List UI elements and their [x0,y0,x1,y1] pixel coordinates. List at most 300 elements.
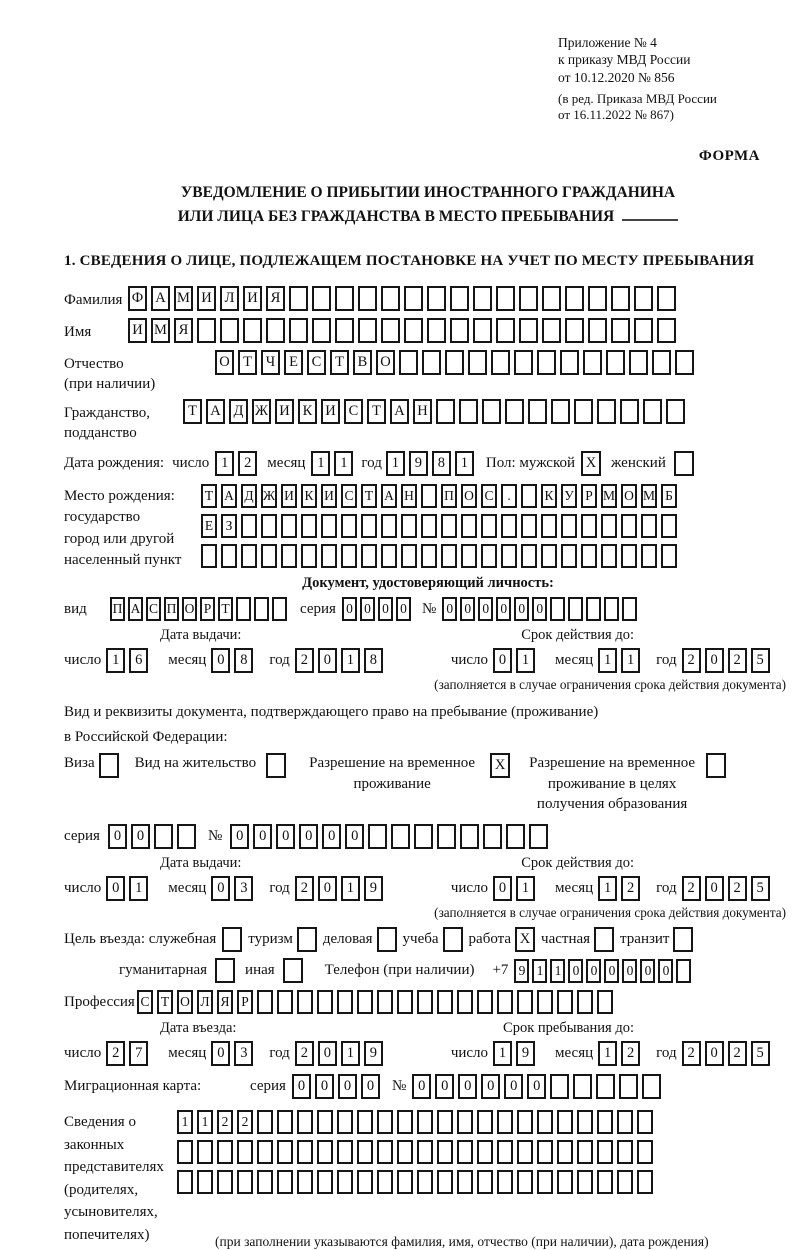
char-box[interactable]: И [321,484,337,508]
char-box[interactable] [417,1170,433,1194]
char-box[interactable] [637,1140,653,1164]
char-box[interactable] [272,597,287,621]
char-box[interactable] [481,514,497,538]
char-box[interactable]: Т [157,990,173,1014]
char-box[interactable] [321,514,337,538]
char-box[interactable] [497,1170,513,1194]
char-box[interactable] [361,514,377,538]
char-box[interactable]: 0 [318,1041,337,1066]
char-box[interactable]: 8 [364,648,383,673]
char-box[interactable] [637,1110,653,1134]
char-box[interactable]: 0 [705,876,724,901]
char-box[interactable] [537,990,553,1014]
char-box[interactable] [361,544,377,568]
purpose-other-checkbox[interactable] [283,958,303,983]
char-box[interactable]: Н [401,484,417,508]
char-box[interactable]: 0 [211,876,230,901]
char-box[interactable] [477,990,493,1014]
char-box[interactable] [257,1110,273,1134]
char-box[interactable] [377,990,393,1014]
char-box[interactable] [301,544,317,568]
char-box[interactable] [377,1110,393,1134]
char-box[interactable] [501,544,517,568]
char-box[interactable]: 1 [341,876,360,901]
purpose-transit-checkbox[interactable] [673,927,693,952]
char-box[interactable] [621,544,637,568]
char-box[interactable]: 2 [238,451,257,476]
char-box[interactable] [381,544,397,568]
char-box[interactable]: 1 [341,1041,360,1066]
char-box[interactable] [537,350,556,375]
char-box[interactable] [437,1170,453,1194]
char-box[interactable] [505,399,524,424]
char-box[interactable]: 2 [682,648,701,673]
char-box[interactable]: 1 [455,451,474,476]
char-box[interactable]: П [110,597,125,621]
char-box[interactable] [588,318,607,343]
char-box[interactable]: 0 [481,1074,500,1099]
char-box[interactable] [237,1170,253,1194]
char-box[interactable] [257,1170,273,1194]
purpose-private-checkbox[interactable] [594,927,614,952]
char-box[interactable]: 0 [504,1074,523,1099]
char-box[interactable]: 0 [532,597,547,621]
char-box[interactable]: 2 [728,648,747,673]
char-box[interactable]: В [353,350,372,375]
char-box[interactable]: А [206,399,225,424]
char-box[interactable] [445,350,464,375]
char-box[interactable] [399,350,418,375]
char-box[interactable] [573,1074,592,1099]
char-box[interactable] [521,544,537,568]
char-box[interactable] [357,1170,373,1194]
char-box[interactable]: О [182,597,197,621]
char-box[interactable] [301,514,317,538]
char-box[interactable] [397,1110,413,1134]
char-box[interactable] [477,1170,493,1194]
char-box[interactable]: Л [197,990,213,1014]
char-box[interactable] [604,597,619,621]
char-box[interactable] [437,990,453,1014]
char-box[interactable] [514,350,533,375]
char-box[interactable] [461,514,477,538]
char-box[interactable] [521,484,537,508]
sex-female-checkbox[interactable] [674,451,694,476]
char-box[interactable]: 0 [458,1074,477,1099]
char-box[interactable] [517,1140,533,1164]
residence-permit-checkbox[interactable] [266,753,286,778]
char-box[interactable] [177,1170,193,1194]
char-box[interactable] [557,1170,573,1194]
char-box[interactable] [381,318,400,343]
char-box[interactable]: 0 [442,597,457,621]
char-box[interactable]: 1 [493,1041,512,1066]
char-box[interactable] [577,1110,593,1134]
char-box[interactable]: М [601,484,617,508]
char-box[interactable] [597,1140,613,1164]
char-box[interactable]: 0 [378,597,393,621]
char-box[interactable]: Т [183,399,202,424]
char-box[interactable] [565,318,584,343]
char-box[interactable]: 0 [493,876,512,901]
char-box[interactable]: 0 [342,597,357,621]
char-box[interactable]: 1 [197,1110,213,1134]
char-box[interactable]: 0 [658,959,673,983]
char-box[interactable]: Я [217,990,233,1014]
char-box[interactable] [483,824,502,849]
char-box[interactable] [460,824,479,849]
char-box[interactable]: 2 [295,1041,314,1066]
char-box[interactable] [473,318,492,343]
char-box[interactable] [450,286,469,311]
char-box[interactable] [601,544,617,568]
char-box[interactable]: А [221,484,237,508]
char-box[interactable]: 2 [106,1041,125,1066]
char-box[interactable]: 0 [705,648,724,673]
char-box[interactable] [457,990,473,1014]
purpose-business-checkbox[interactable] [222,927,242,952]
purpose-study-checkbox[interactable] [443,927,463,952]
char-box[interactable] [337,1170,353,1194]
char-box[interactable]: 0 [496,597,511,621]
char-box[interactable] [468,350,487,375]
char-box[interactable]: Е [284,350,303,375]
char-box[interactable] [477,1110,493,1134]
char-box[interactable] [482,399,501,424]
char-box[interactable] [237,1140,253,1164]
char-box[interactable]: 2 [295,876,314,901]
char-box[interactable]: 0 [568,959,583,983]
char-box[interactable]: И [281,484,297,508]
char-box[interactable] [277,1170,293,1194]
char-box[interactable] [277,1110,293,1134]
char-box[interactable] [177,1140,193,1164]
char-box[interactable]: 0 [131,824,150,849]
char-box[interactable] [560,350,579,375]
char-box[interactable]: 0 [322,824,341,849]
char-box[interactable] [457,1170,473,1194]
char-box[interactable] [461,544,477,568]
char-box[interactable]: С [341,484,357,508]
char-box[interactable]: А [381,484,397,508]
char-box[interactable] [637,1170,653,1194]
char-box[interactable] [666,399,685,424]
char-box[interactable]: 2 [682,876,701,901]
char-box[interactable] [620,399,639,424]
char-box[interactable] [565,286,584,311]
char-box[interactable]: 2 [217,1110,233,1134]
char-box[interactable]: И [197,286,216,311]
char-box[interactable] [335,286,354,311]
char-box[interactable]: 0 [460,597,475,621]
char-box[interactable] [550,597,565,621]
char-box[interactable] [277,990,293,1014]
char-box[interactable]: 0 [345,824,364,849]
char-box[interactable]: 8 [234,648,253,673]
char-box[interactable]: 0 [292,1074,311,1099]
char-box[interactable] [417,1140,433,1164]
char-box[interactable]: А [151,286,170,311]
char-box[interactable]: П [441,484,457,508]
char-box[interactable]: Р [581,484,597,508]
char-box[interactable] [473,286,492,311]
char-box[interactable]: Л [220,286,239,311]
char-box[interactable] [506,824,525,849]
char-box[interactable] [422,350,441,375]
char-box[interactable] [427,318,446,343]
char-box[interactable] [281,514,297,538]
char-box[interactable] [622,597,637,621]
purpose-tourism-checkbox[interactable] [297,927,317,952]
char-box[interactable]: С [137,990,153,1014]
char-box[interactable]: 1 [106,648,125,673]
char-box[interactable]: 0 [253,824,272,849]
char-box[interactable]: 9 [364,1041,383,1066]
char-box[interactable] [377,1140,393,1164]
char-box[interactable]: 0 [586,959,601,983]
char-box[interactable] [517,990,533,1014]
char-box[interactable] [241,514,257,538]
char-box[interactable] [254,597,269,621]
char-box[interactable]: 2 [621,1041,640,1066]
char-box[interactable] [621,514,637,538]
char-box[interactable] [568,597,583,621]
char-box[interactable] [289,286,308,311]
char-box[interactable] [629,350,648,375]
char-box[interactable]: 0 [106,876,125,901]
purpose-delovaya-checkbox[interactable] [377,927,397,952]
char-box[interactable]: 2 [728,1041,747,1066]
char-box[interactable]: Д [229,399,248,424]
char-box[interactable] [421,484,437,508]
char-box[interactable] [437,1110,453,1134]
char-box[interactable]: О [215,350,234,375]
char-box[interactable] [550,1074,569,1099]
char-box[interactable] [317,1110,333,1134]
char-box[interactable] [391,824,410,849]
char-box[interactable] [497,1140,513,1164]
char-box[interactable] [197,318,216,343]
char-box[interactable] [657,318,676,343]
char-box[interactable] [297,1170,313,1194]
char-box[interactable]: Ж [261,484,277,508]
char-box[interactable] [675,350,694,375]
char-box[interactable] [676,959,691,983]
char-box[interactable]: 9 [516,1041,535,1066]
char-box[interactable] [561,514,577,538]
char-box[interactable] [450,318,469,343]
char-box[interactable] [357,1140,373,1164]
char-box[interactable]: 0 [361,1074,380,1099]
char-box[interactable] [501,514,517,538]
char-box[interactable] [421,514,437,538]
char-box[interactable] [597,399,616,424]
char-box[interactable] [619,1074,638,1099]
char-box[interactable] [337,1110,353,1134]
char-box[interactable] [437,824,456,849]
char-box[interactable] [441,514,457,538]
char-box[interactable] [581,514,597,538]
char-box[interactable] [641,514,657,538]
char-box[interactable] [289,318,308,343]
char-box[interactable]: Р [237,990,253,1014]
char-box[interactable] [381,514,397,538]
char-box[interactable] [557,1110,573,1134]
char-box[interactable]: 0 [211,1041,230,1066]
char-box[interactable] [341,544,357,568]
char-box[interactable] [414,824,433,849]
char-box[interactable]: И [243,286,262,311]
char-box[interactable]: 1 [598,876,617,901]
char-box[interactable]: . [501,484,517,508]
char-box[interactable] [368,824,387,849]
char-box[interactable]: С [481,484,497,508]
purpose-humanitarian-checkbox[interactable] [215,958,235,983]
char-box[interactable] [417,1110,433,1134]
char-box[interactable]: 1 [311,451,330,476]
char-box[interactable] [459,399,478,424]
char-box[interactable] [657,286,676,311]
char-box[interactable]: К [541,484,557,508]
char-box[interactable]: 9 [409,451,428,476]
char-box[interactable] [497,990,513,1014]
char-box[interactable]: 0 [211,648,230,673]
char-box[interactable] [634,318,653,343]
char-box[interactable] [577,1140,593,1164]
visa-checkbox[interactable] [99,753,119,778]
char-box[interactable]: 5 [751,648,770,673]
char-box[interactable]: 0 [435,1074,454,1099]
char-box[interactable]: 1 [341,648,360,673]
char-box[interactable] [519,318,538,343]
char-box[interactable] [337,1140,353,1164]
char-box[interactable] [634,286,653,311]
char-box[interactable] [241,544,257,568]
char-box[interactable]: О [461,484,477,508]
char-box[interactable]: 0 [493,648,512,673]
char-box[interactable]: 2 [728,876,747,901]
char-box[interactable] [317,990,333,1014]
char-box[interactable] [577,1170,593,1194]
char-box[interactable]: М [151,318,170,343]
char-box[interactable]: 1 [334,451,353,476]
char-box[interactable]: 0 [478,597,493,621]
char-box[interactable]: У [561,484,577,508]
char-box[interactable]: Т [367,399,386,424]
char-box[interactable] [597,1170,613,1194]
char-box[interactable] [661,544,677,568]
char-box[interactable] [551,399,570,424]
char-box[interactable] [652,350,671,375]
char-box[interactable] [397,1140,413,1164]
char-box[interactable] [611,286,630,311]
char-box[interactable]: Н [413,399,432,424]
char-box[interactable]: Т [330,350,349,375]
char-box[interactable] [427,286,446,311]
char-box[interactable] [401,514,417,538]
char-box[interactable]: 3 [234,1041,253,1066]
char-box[interactable]: З [221,514,237,538]
char-box[interactable] [312,286,331,311]
char-box[interactable]: 0 [338,1074,357,1099]
char-box[interactable] [441,544,457,568]
char-box[interactable] [586,597,601,621]
char-box[interactable] [557,990,573,1014]
char-box[interactable]: 7 [129,1041,148,1066]
char-box[interactable] [281,544,297,568]
char-box[interactable]: О [177,990,193,1014]
char-box[interactable]: 1 [598,648,617,673]
char-box[interactable]: Б [661,484,677,508]
char-box[interactable] [277,1140,293,1164]
char-box[interactable] [537,1170,553,1194]
char-box[interactable] [496,286,515,311]
char-box[interactable]: 0 [527,1074,546,1099]
char-box[interactable] [519,286,538,311]
char-box[interactable] [517,1170,533,1194]
char-box[interactable] [377,1170,393,1194]
char-box[interactable]: 6 [129,648,148,673]
char-box[interactable] [457,1140,473,1164]
char-box[interactable] [596,1074,615,1099]
char-box[interactable] [312,318,331,343]
char-box[interactable]: 1 [598,1041,617,1066]
char-box[interactable] [197,1170,213,1194]
char-box[interactable]: 5 [751,1041,770,1066]
char-box[interactable]: 1 [386,451,405,476]
char-box[interactable]: 2 [237,1110,253,1134]
char-box[interactable] [496,318,515,343]
char-box[interactable] [436,399,455,424]
char-box[interactable] [358,286,377,311]
char-box[interactable] [404,286,423,311]
char-box[interactable] [617,1110,633,1134]
char-box[interactable]: 0 [412,1074,431,1099]
char-box[interactable]: 1 [516,876,535,901]
purpose-work-checkbox[interactable]: X [515,927,535,952]
char-box[interactable] [297,990,313,1014]
char-box[interactable]: Т [361,484,377,508]
char-box[interactable]: 0 [299,824,318,849]
sex-male-checkbox[interactable]: X [581,451,601,476]
char-box[interactable] [537,1140,553,1164]
char-box[interactable]: 1 [550,959,565,983]
char-box[interactable]: С [344,399,363,424]
char-box[interactable] [491,350,510,375]
char-box[interactable]: О [621,484,637,508]
char-box[interactable] [528,399,547,424]
char-box[interactable] [397,1170,413,1194]
char-box[interactable] [317,1170,333,1194]
char-box[interactable] [317,1140,333,1164]
char-box[interactable]: 0 [622,959,637,983]
char-box[interactable] [597,1110,613,1134]
char-box[interactable] [266,318,285,343]
char-box[interactable] [358,318,377,343]
char-box[interactable] [497,1110,513,1134]
char-box[interactable]: М [174,286,193,311]
char-box[interactable]: И [275,399,294,424]
char-box[interactable]: Ж [252,399,271,424]
char-box[interactable] [257,990,273,1014]
char-box[interactable] [421,544,437,568]
char-box[interactable]: 3 [234,876,253,901]
char-box[interactable] [557,1140,573,1164]
char-box[interactable]: И [128,318,147,343]
char-box[interactable]: 0 [705,1041,724,1066]
char-box[interactable] [154,824,173,849]
temp-residence-checkbox[interactable]: X [490,753,510,778]
